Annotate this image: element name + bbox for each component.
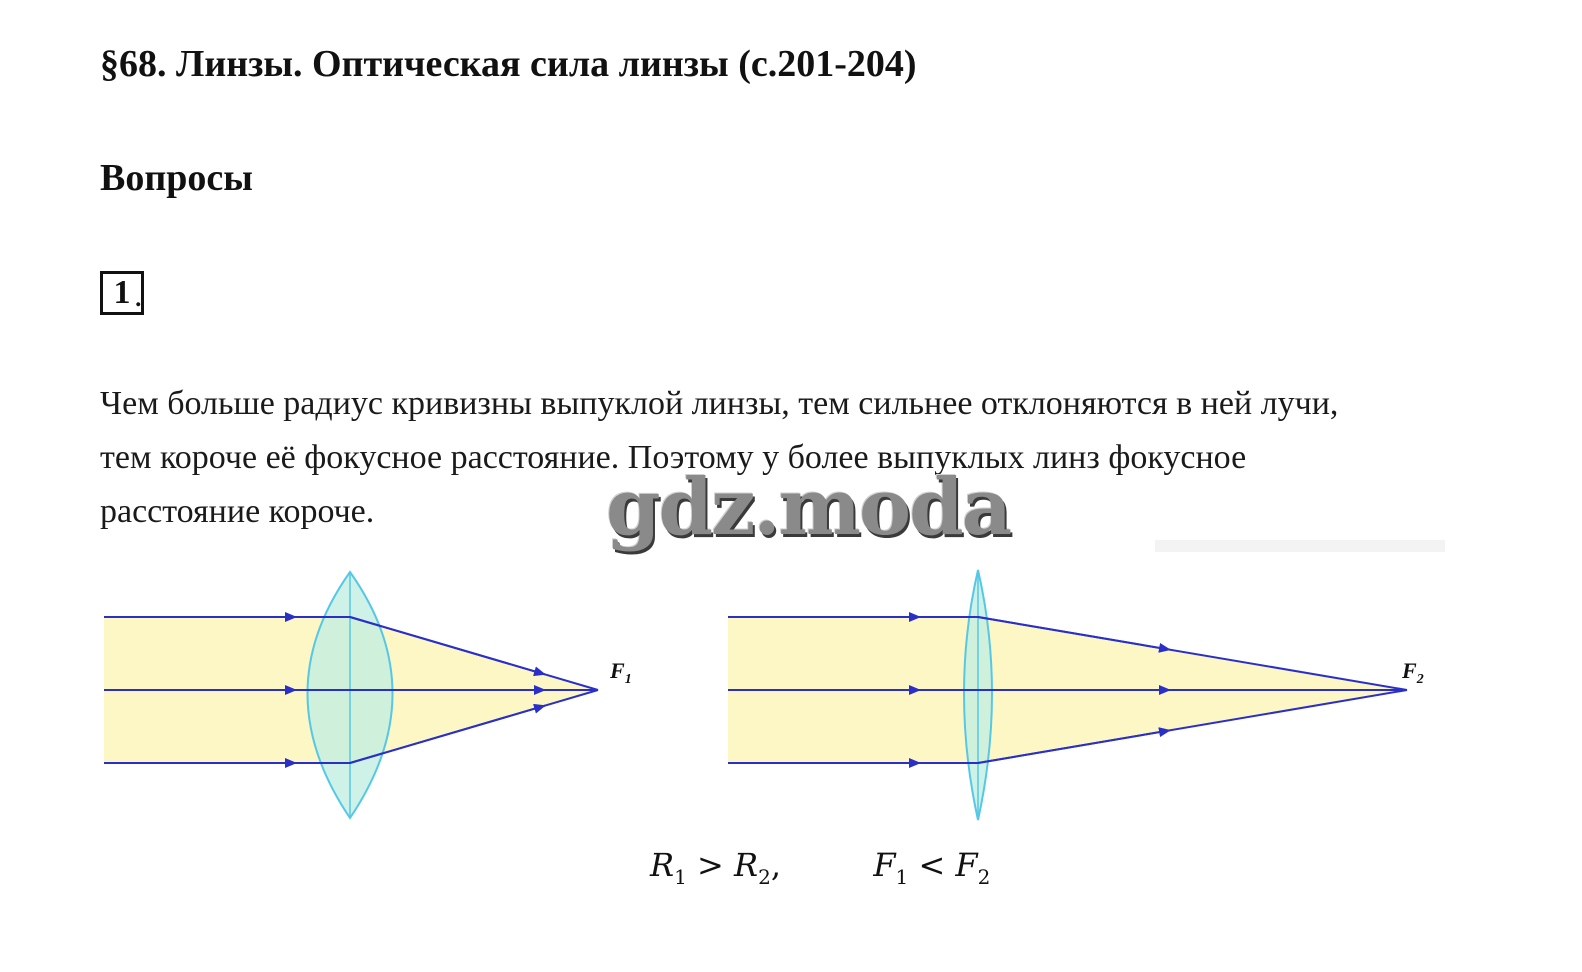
left-lens-diagram [104,572,632,818]
section-heading: Вопросы [100,157,253,199]
formula-f2: F [955,846,978,884]
formula-r1: R [650,846,675,884]
watermark-logo: gdz.moda [606,462,1011,553]
faint-strip [1155,540,1445,552]
formula-op2: < [918,846,946,884]
answer-line: тем короче её фокусное расстояние. Поэтому у более выпуклых линз фокусное [100,439,1247,476]
right-lens-diagram [728,570,1424,820]
formula-r1-sub: 1 [674,865,687,889]
left-focus-label: $F_1$ [610,658,632,687]
formula-f2-sub: 2 [977,865,991,889]
page-title: §68. Линзы. Оптическая сила линзы (с.201-204) [100,43,917,85]
formula-f1: F [873,846,896,884]
right-focus-label: $F_2$ [1402,658,1424,687]
formula-op1: > [697,846,724,884]
formula-r2: R [733,846,759,884]
answer-line: расстояние короче. [100,493,375,530]
question-number-box: 1 [100,271,144,315]
formula [650,846,990,889]
question-number-dot: . [134,277,143,314]
answer-line: Чем больше радиус кривизны выпуклой линзы, тем сильнее отклоняются в ней лучи, [100,385,1339,422]
formula-f1-sub: 1 [895,865,909,889]
formula-comma: , [770,846,781,884]
formula-r2-sub: 2 [758,865,771,889]
